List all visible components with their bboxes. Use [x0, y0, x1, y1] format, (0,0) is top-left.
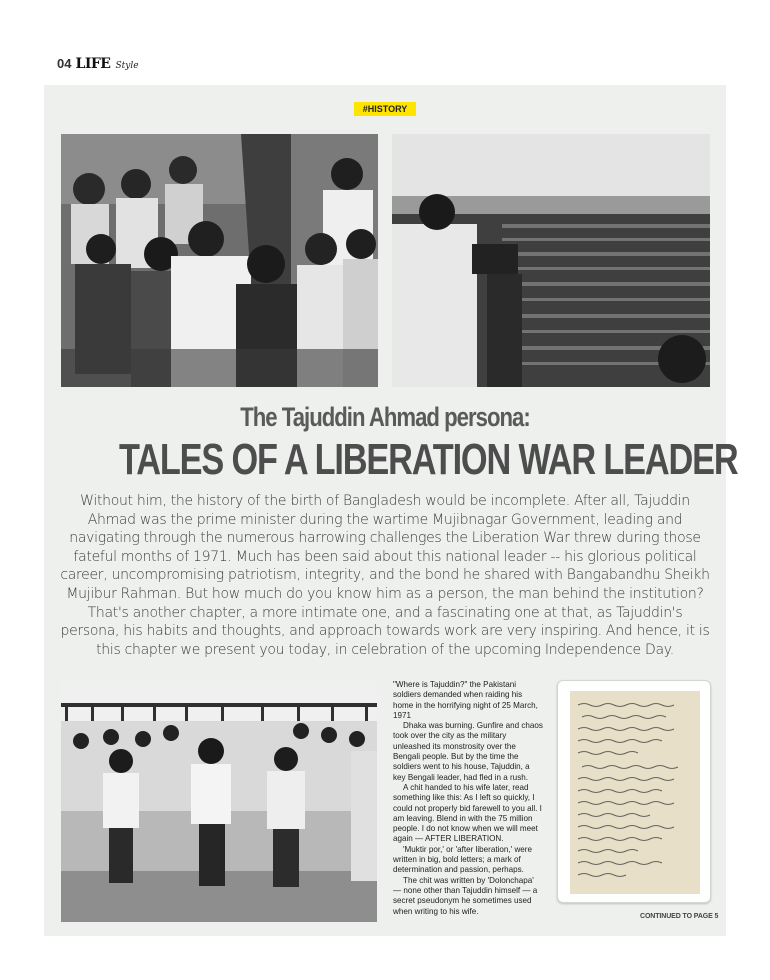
body-paragraph: "Where is Tajuddin?" the Pakistani soldiers demanded when raiding his home in the horrifying night of 25 March, 1971 — [393, 680, 538, 720]
handwritten-letter-image — [557, 680, 711, 903]
photo-leaders-gathering — [61, 134, 378, 387]
photo-march — [61, 681, 377, 922]
body-paragraph: Dhaka was burning. Gunfire and chaos took over the city as the military unleashed its monstrosity over the Bengali people. But by the time the soldiers went to his house, Tajuddin, a key Bengali leader, had fled in a rush. — [393, 721, 543, 782]
article-title: TALES OF A LIBERATION WAR LEADER — [119, 435, 738, 484]
photo-rally-speech — [392, 134, 710, 387]
magazine-logo-script: Style — [115, 61, 139, 71]
body-paragraph: A chit handed to his wife later, read something like this: As I left so quickly, I could not properly bid farewell to you all. I am leaving. Blend in with the 75 million people. I do not know when we will meet again — AFTER LIBERATION. — [393, 782, 542, 844]
body-paragraph: 'Muktir por,' or 'after liberation,' were written in big, bold letters; a mark of determination and passion, perhaps. — [393, 844, 532, 875]
intro-paragraph: That's another chapter, a more intimate one, and a fascinating one at that, as Tajuddin's persona, his habits and thoughts, and approach towards work are very inspiring. And hence, it is this chapter we present you today, in celebration of the upcoming Independence Day. — [60, 604, 710, 658]
page-header — [57, 56, 139, 76]
page-number: 04 — [57, 56, 72, 71]
magazine-logo: LIFE — [75, 56, 111, 72]
article-body — [393, 680, 543, 917]
continued-note: CONTINUED TO PAGE 5 — [640, 913, 719, 920]
article-subtitle: The Tajuddin Ahmad persona: — [240, 402, 530, 432]
article-intro — [58, 492, 712, 659]
body-paragraph: The chit was written by 'Dolonchapa' — none other than Tajuddin himself — a secret pseudonym he sometimes used when writing to his wife. — [393, 875, 538, 916]
letter-paper — [570, 691, 700, 894]
section-tag: #HISTORY — [354, 102, 416, 116]
intro-paragraph: Without him, the history of the birth of Bangladesh would be incomplete. After all, Tajuddin Ahmad was the prime minister during the wartime Mujibnagar Government, leading and navigating through the numerous harrowing challenges the Liberation War threw during those fateful months of 1971. Much has been said about this national leader -- his glorious political career, uncompromising patriotism, integrity, and the bond he shared with Bangabandhu Sheikh Mujibur Rahman. But how much do you know him as a person, the man behind the institution? — [60, 493, 710, 602]
